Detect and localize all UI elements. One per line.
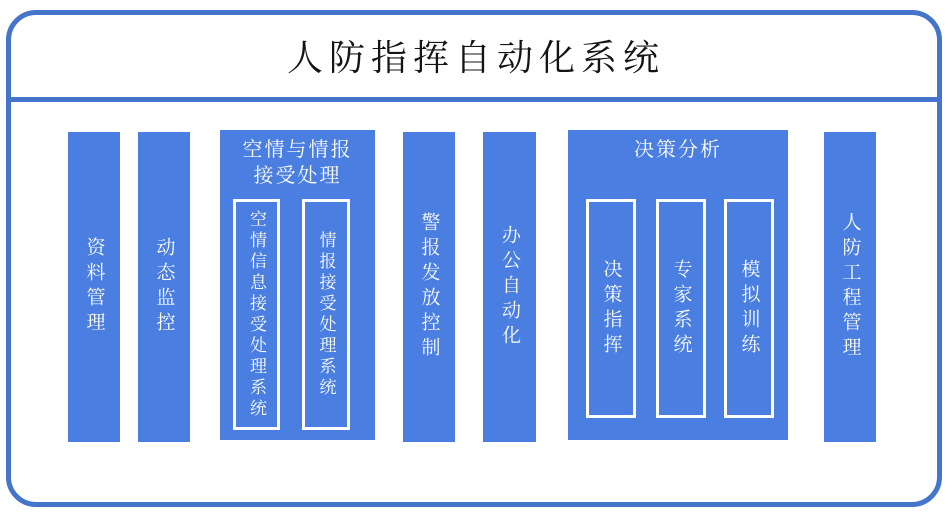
- subblock-simulation-training: [724, 199, 774, 418]
- subblock-label: 专家系统: [670, 258, 692, 359]
- block-label: 动态监控: [153, 237, 175, 337]
- group-heading-line: 接受处理: [253, 165, 342, 187]
- group-air-intel-processing: [220, 130, 375, 440]
- block-civil-defense-engineering: [824, 132, 876, 442]
- group-heading-line: 决策分析: [634, 139, 722, 161]
- block-office-automation: [483, 132, 536, 442]
- title-divider-line: [6, 97, 942, 102]
- block-alarm-issuance-control: [403, 132, 455, 442]
- subblock-intel-processing-system: [302, 199, 350, 430]
- diagram-title: 人防指挥自动化系统: [286, 38, 665, 78]
- block-label: 资料管理: [83, 237, 105, 337]
- group-heading: [220, 137, 375, 189]
- group-heading-line: 空情与情报: [242, 139, 353, 161]
- block-label: 警报发放控制: [418, 212, 440, 362]
- subblock-label: 情报接受处理系统: [316, 230, 336, 399]
- subblock-expert-system: [656, 199, 706, 418]
- block-label: 办公自动化: [499, 224, 520, 350]
- block-label: 人防工程管理: [839, 212, 861, 362]
- subblock-label: 模拟训练: [738, 258, 760, 359]
- subblock-label: 决策指挥: [600, 258, 622, 359]
- subblock-decision-command: [586, 199, 636, 418]
- subblock-label: 空情信息接受处理系统: [247, 209, 266, 420]
- block-dynamic-monitoring: [138, 132, 190, 442]
- subblock-air-info-system: [233, 199, 280, 430]
- group-decision-analysis: [568, 130, 788, 440]
- group-heading: [568, 137, 788, 163]
- block-data-management: [68, 132, 120, 442]
